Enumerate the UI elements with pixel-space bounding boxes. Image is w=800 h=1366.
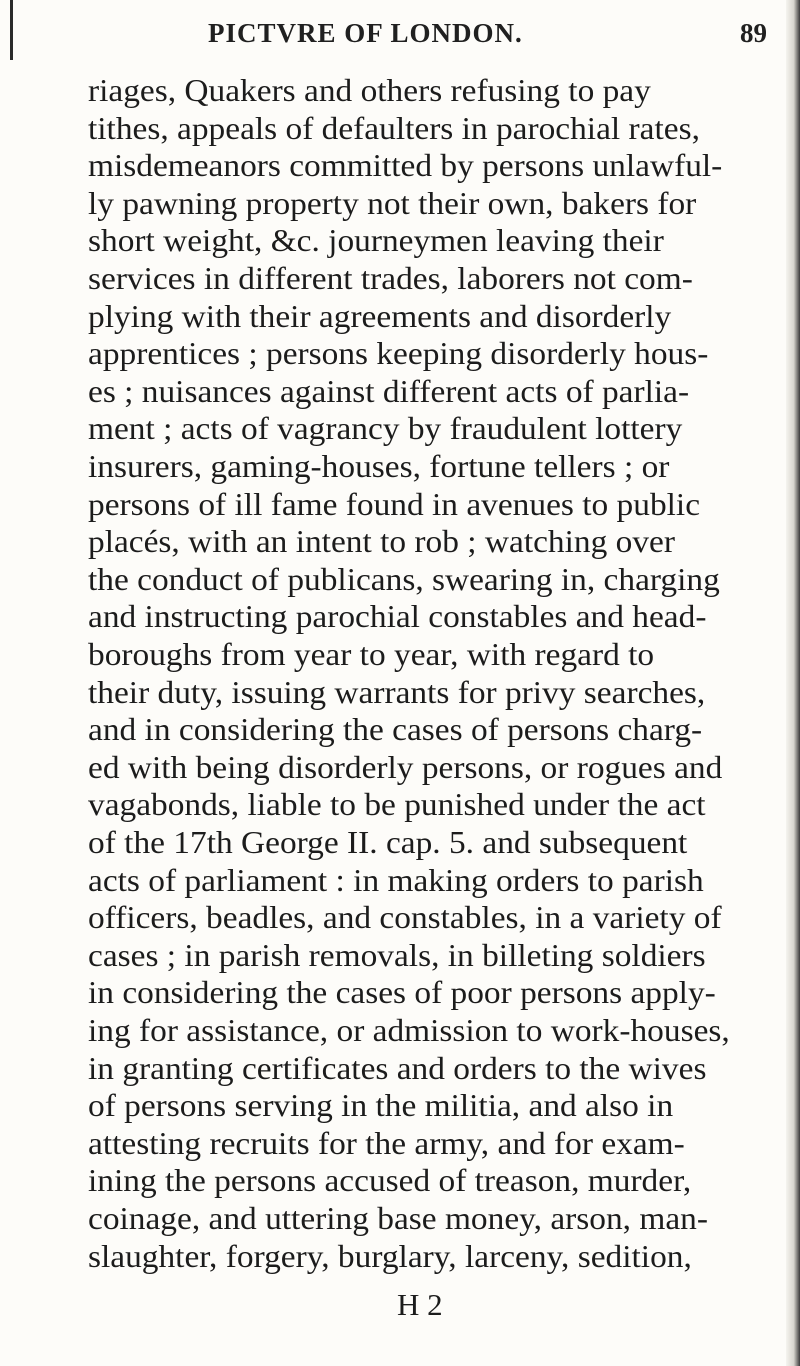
text-line: the conduct of publicans, swearing in, charging <box>88 561 720 597</box>
text-line: short weight, &c. journeymen leaving their <box>88 223 664 259</box>
page-number: 89 <box>740 18 767 48</box>
text-line: of persons serving in the militia, and also in <box>88 1088 674 1124</box>
text-line: in granting certificates and orders to the wives <box>88 1050 707 1086</box>
text-line: es ; nuisances against different acts of parlia- <box>88 373 690 409</box>
text-line: of the 17th George II. cap. 5. and subsequent <box>88 825 688 860</box>
text-line: cases ; in parish removals, in billeting soldiers <box>88 937 706 973</box>
text-line: plying with their agreements and disorderly <box>88 298 672 334</box>
text-line: in considering the cases of poor persons apply- <box>88 975 716 1011</box>
text-line: placés, with an intent to rob ; watching over <box>88 524 675 560</box>
text-line: officers, beadles, and constables, in a variety of <box>88 900 722 936</box>
text-line: boroughs from year to year, with regard to <box>88 637 655 672</box>
text-line: insurers, gaming-houses, fortune tellers ; or <box>88 449 670 484</box>
text-line: services in different trades, laborers not com- <box>88 261 693 296</box>
text-line: persons of ill fame found in avenues to public <box>88 486 701 522</box>
page-header <box>0 18 800 58</box>
text-line: and in considering the cases of persons charg- <box>88 712 703 748</box>
text-line: ining the persons accused of treason, murder, <box>88 1163 692 1199</box>
text-line: and instructing parochial constables and head- <box>88 599 707 635</box>
text-line: ly pawning property not their own, bakers for <box>88 185 697 221</box>
text-line: their duty, issuing warrants for privy searches, <box>88 674 706 710</box>
running-title: PICTVRE OF LONDON. <box>208 18 523 48</box>
text-line: ing for assistance, or admission to work-houses, <box>88 1013 730 1048</box>
text-line: attesting recruits for the army, and for exam- <box>88 1125 685 1161</box>
text-line: misdemeanors committed by persons unlawful- <box>88 148 723 184</box>
text-line: ment ; acts of vagrancy by fraudulent lottery <box>88 411 683 447</box>
page-gutter-shadow <box>786 0 800 1366</box>
text-line: riages, Quakers and others refusing to pay <box>88 73 651 108</box>
text-line: slaughter, forgery, burglary, larceny, sedition, <box>88 1238 692 1274</box>
text-line: tithes, appeals of defaulters in parochial rates, <box>88 110 700 146</box>
text-line: ed with being disorderly persons, or rogues and <box>88 749 723 785</box>
text-line: vagabonds, liable to be punished under the act <box>88 787 706 823</box>
text-line: coinage, and uttering base money, arson, man- <box>88 1201 708 1236</box>
text-line: acts of parliament : in making orders to parish <box>88 862 704 898</box>
signature-mark: H 2 <box>397 1287 443 1322</box>
text-line: apprentices ; persons keeping disorderly hous- <box>88 336 709 372</box>
